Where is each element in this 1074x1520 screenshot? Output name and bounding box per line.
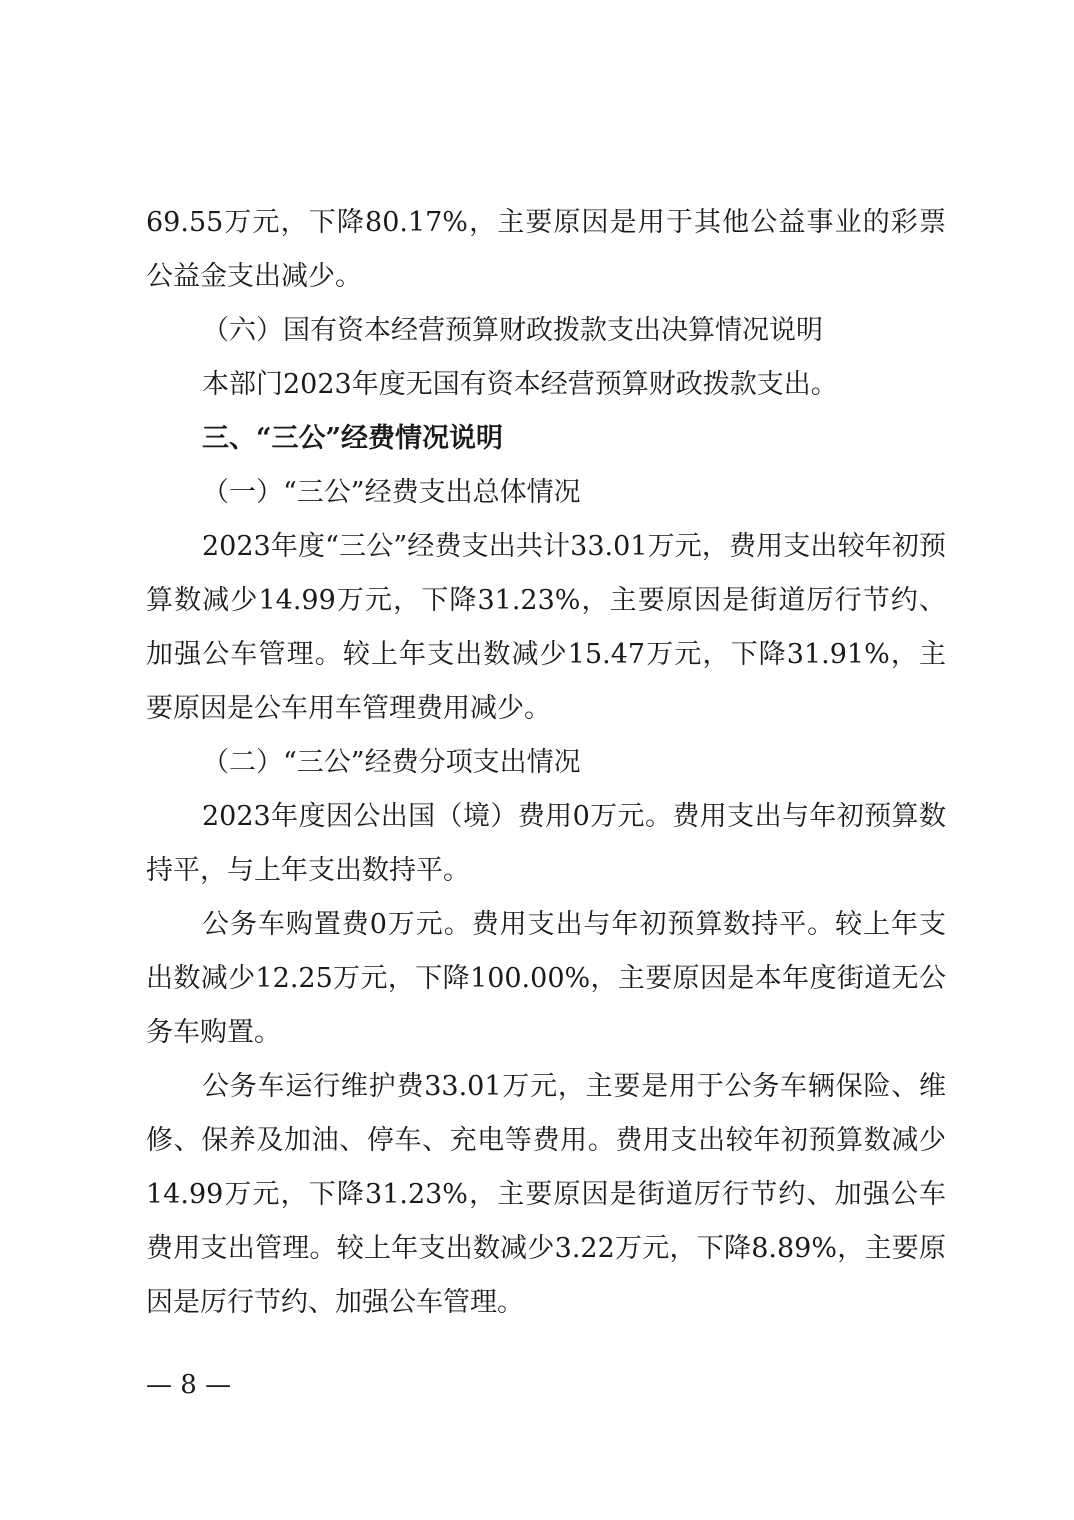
paragraph-overseas-travel-expense: 2023年度因公出国（境）费用0万元。费用支出与年初预算数持平，与上年支出数持平。 (146, 801, 946, 886)
heading-itemized-expense: （二）“三公”经费分项支出情况 (202, 747, 581, 778)
page-number: — 8 — (146, 1370, 232, 1400)
paragraph-no-state-capital-expense: 本部门2023年度无国有资本经营预算财政拨款支出。 (202, 369, 838, 400)
paragraph-vehicle-maintenance-expense: 公务车运行维护费33.01万元，主要是用于公务车辆保险、维修、保养及加油、停车、充电等费用。费用支出较年初预算数减少14.99万元，下降31.23%，主要原因是街道厉行节约、加强公车费用支出管理。较上年支出数减少3.22万元，下降8.89%，主要原因是厉行节约、加强公车管理。 (146, 1071, 946, 1318)
heading-state-capital-budget: （六）国有资本经营预算财政拨款支出决算情况说明 (202, 315, 823, 346)
heading-overall-expense: （一）“三公”经费支出总体情况 (202, 477, 581, 508)
paragraph-overall-expense: 2023年度“三公”经费支出共计33.01万元，费用支出较年初预算数减少14.99万元，下降31.23%，主要原因是街道厉行节约、加强公车管理。较上年支出数减少15.47万元，下降31.91%，主要原因是公车用车管理费用减少。 (146, 531, 946, 724)
document-body (146, 196, 946, 1330)
paragraph-lottery-fund-expense: 69.55万元，下降80.17%，主要原因是用于其他公益事业的彩票公益金支出减少。 (146, 207, 946, 292)
section-heading-three-public-funds: 三、“三公”经费情况说明 (202, 423, 504, 454)
paragraph-vehicle-purchase-expense: 公务车购置费0万元。费用支出与年初预算数持平。较上年支出数减少12.25万元，下降100.00%，主要原因是本年度街道无公务车购置。 (146, 909, 946, 1048)
